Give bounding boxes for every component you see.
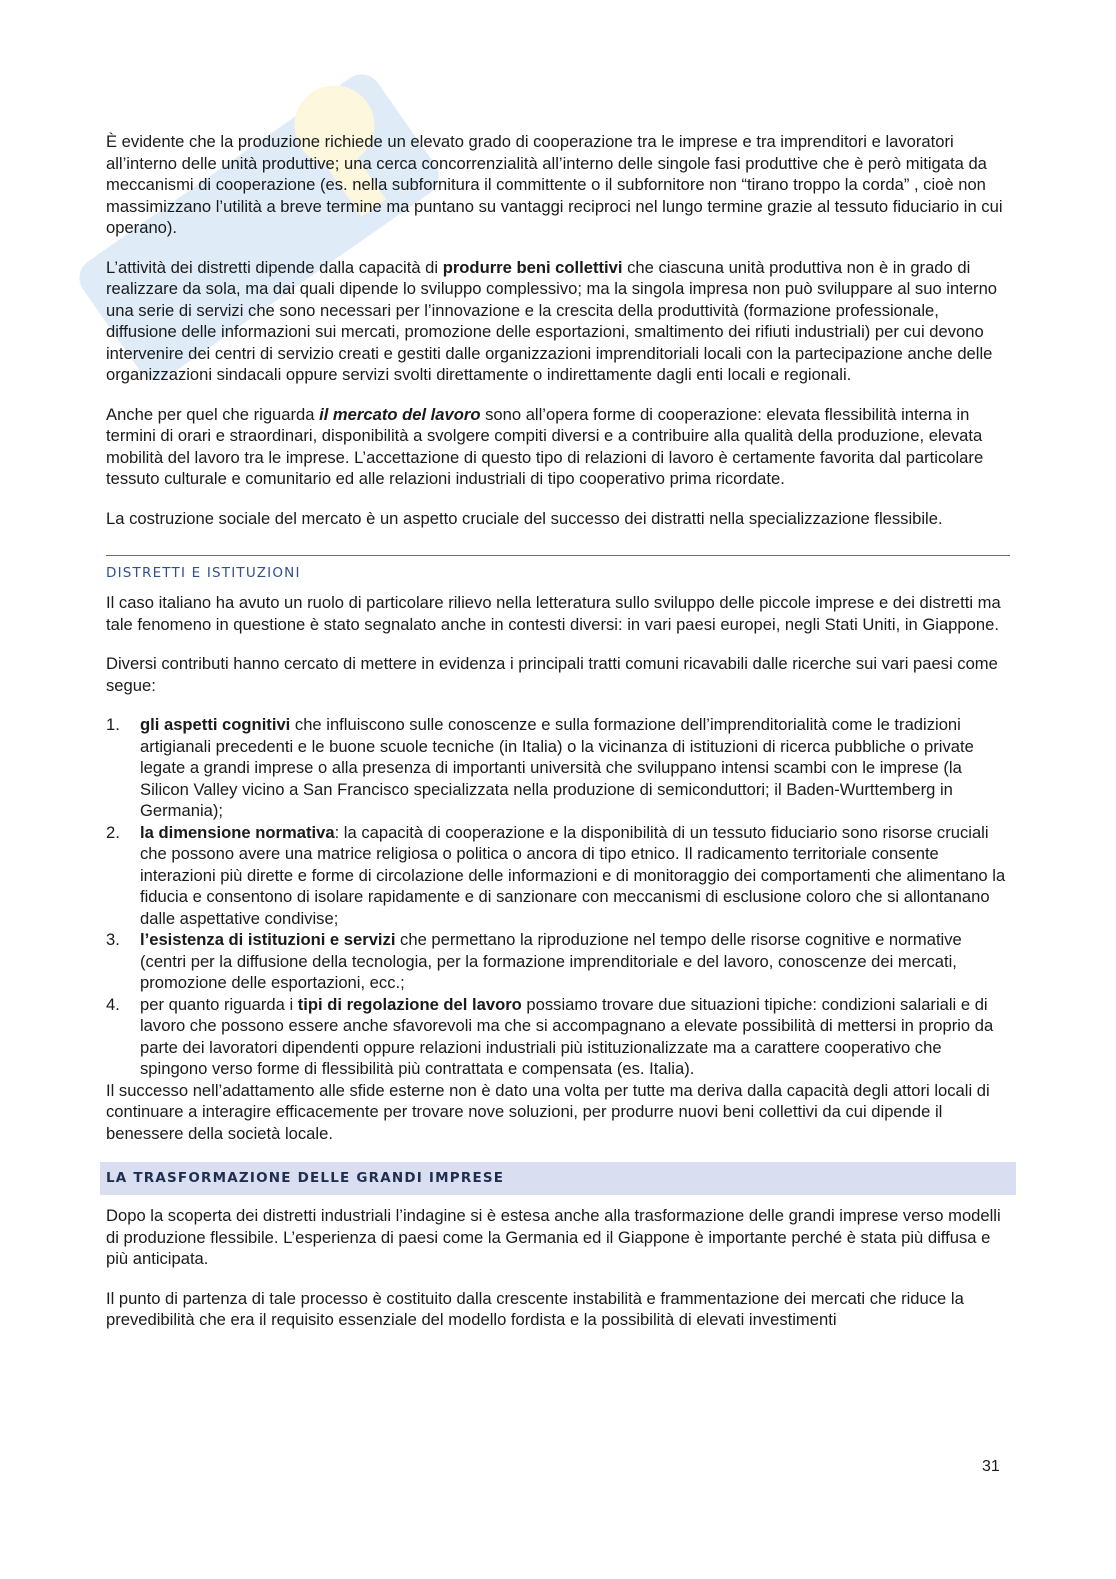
- list-number: 2.: [106, 822, 120, 842]
- section-heading-grandi-imprese: LA TRASFORMAZIONE DELLE GRANDI IMPRESE: [100, 1162, 1016, 1195]
- paragraph: Diversi contributi hanno cercato di mettere in evidenza i principali tratti comuni ricavabili dalle ricerche sui vari paesi come segue:: [106, 654, 998, 695]
- paragraph: La costruzione sociale del mercato è un aspetto cruciale del successo dei distratti nella specializzazione flessibile.: [106, 508, 943, 528]
- list-item: 2. la dimensione normativa: la capacità di cooperazione e la disponibilità di un tessuto fiduciario sono risorse cruciali che possono avere una matrice religiosa o politica o ancora di tipo etnico. Il radicamento territoriale consente interazioni più dirette e forme di circolazione delle informazioni e di monitoraggio dei comportamenti che alimentano la fiducia e consentono di isolare rapidamente e di sanzionare con meccanismi di esclusione coloro che si allontanano dalle aspettative condivise;: [106, 822, 1006, 928]
- paragraph: Il caso italiano ha avuto un ruolo di particolare rilievo nella letteratura sullo sviluppo delle piccole imprese e dei distretti ma tale fenomeno in questione è stato segnalato anche in contesti diversi: in vari paesi europei, negli Stati Uniti, in Giappone.: [106, 593, 1001, 634]
- list-number: 4.: [106, 994, 120, 1014]
- bold-italic-term: il mercato del lavoro: [319, 404, 481, 424]
- bold-term: tipi di regolazione del lavoro: [297, 994, 522, 1014]
- list-item: 3. l’esistenza di istituzioni e servizi che permettano la riproduzione nel tempo delle risorse cognitive e normative (centri per la diffusione della tecnologia, per la formazione imprenditoriale e del lavoro, conoscenze dei mercati, promozione delle esportazioni, ecc.;: [106, 930, 962, 992]
- bold-term: produrre beni collettivi: [442, 257, 623, 277]
- section-heading-distretti-istituzioni: DISTRETTI E ISTITUZIONI: [106, 555, 1010, 584]
- list-number: 3.: [106, 930, 120, 949]
- numbered-list: [106, 714, 1010, 1080]
- bold-term: la dimensione normativa: [140, 822, 335, 842]
- list-item: 1. gli aspetti cognitivi che influiscono sulle conoscenze e sulla formazione dell’imprenditorialità come le tradizioni artigianali precedenti e le buone scuole tecniche (in Italia) o la vicinanza di istituzioni di ricerca pubbliche o private legate a grandi imprese o alla presenza di importanti università che sviluppano intensi scambi con le imprese (la Silicon Valley vicino a San Francisco specializzata nella produzione di semiconduttori; il Baden-Wurttemberg in Germania);: [106, 715, 974, 820]
- paragraph: Il successo nell’adattamento alle sfide esterne non è dato una volta per tutte ma deriva dalla capacità degli attori locali di continuare a interagire efficacemente per trovare nove soluzioni, per produrre nuovi beni collettivi da cui dipende il benessere della società locale.: [106, 1080, 990, 1143]
- bold-term: l’esistenza di istituzioni e servizi: [140, 930, 396, 949]
- page-number: 31: [982, 1458, 1000, 1475]
- paragraph: Dopo la scoperta dei distretti industriali l’indagine si è estesa anche alla trasformazione delle grandi imprese verso modelli di produzione flessibile. L’esperienza di paesi come la Germania ed il Giappone è importante perché è stata più diffusa e più anticipata.: [106, 1206, 1001, 1268]
- paragraph: È evidente che la produzione richiede un elevato grado di cooperazione tra le imprese e tra imprenditori e lavoratori all’interno delle unità produttive; una cerca concorrenzialità all’interno delle singole fasi produttive che è però mitigata da meccanismi di cooperazione (es. nella subfornitura il committente o il subfornitore non “tirano troppo la corda” , cioè non massimizzano l’utilità a breve termine ma puntano su vantaggi reciproci nel lungo termine grazie al tessuto fiduciario in cui operano).: [106, 132, 1003, 237]
- bold-term: gli aspetti cognitivi: [140, 715, 291, 734]
- paragraph: Il punto di partenza di tale processo è costituito dalla crescente instabilità e frammentazione dei mercati che riduce la prevedibilità che era il requisito essenziale del modello fordista e la possibilità di elevati investimenti: [106, 1288, 964, 1329]
- list-item: 4. per quanto riguarda i tipi di regolazione del lavoro possiamo trovare due situazioni tipiche: condizioni salariali e di lavoro che possono essere anche sfavorevoli ma che si accompagnano a elevate possibilità di mettersi in proprio da parte dei lavoratori dipendenti oppure relazioni industriali più istituzionalizzate ma a carattere cooperativo che spingono verso forme di flessibilità più contrattata e compensata (es. Italia).: [106, 994, 994, 1078]
- document-page: [106, 131, 1010, 1349]
- paragraph: L’attività dei distretti dipende dalla capacità di produrre beni collettivi che ciascuna unità produttiva non è in grado di realizzare da sola, ma dai quali dipende lo sviluppo complessivo; ma la singola impresa non può sviluppare al suo interno una serie di servizi che sono necessari per l’innovazione e la crescita della produttività (formazione professionale, diffusione delle informazioni sui mercati, promozione delle esportazioni, smaltimento dei rifiuti industriali) per cui devono intervenire dei centri di servizio creati e gestiti dalle organizzazioni imprenditoriali locali con la partecipazione anche delle organizzazioni sindacali oppure servizi svolti direttamente o indirettamente dagli enti locali e regionali.: [106, 257, 998, 384]
- list-number: 1.: [106, 715, 120, 734]
- paragraph: Anche per quel che riguarda il mercato del lavoro sono all’opera forme di cooperazione: elevata flessibilità interna in termini di orari e straordinari, disponibilità a svolgere compiti diversi e a contribuire alla qualità della produzione, elevata mobilità del lavoro tra le imprese. L’accettazione di questo tipo di relazioni di lavoro è certamente favorita dal particolare tessuto culturale e comunitario ed alle relazioni industriali di tipo cooperativo prima ricordate.: [106, 404, 984, 488]
